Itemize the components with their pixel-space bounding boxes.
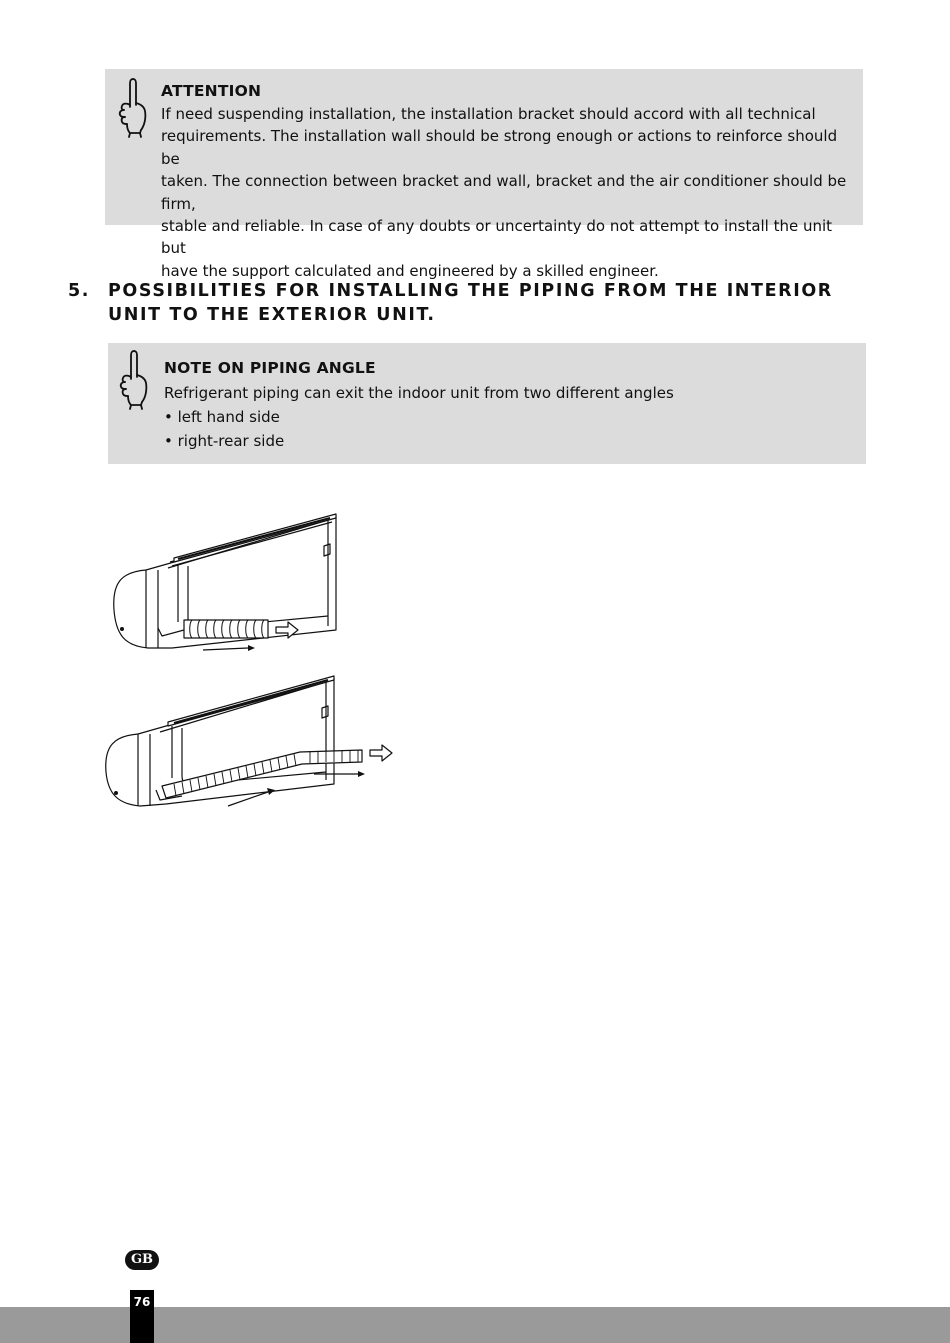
indoor-unit-right-rear-piping-illustration xyxy=(100,672,400,817)
attention-line: have the support calculated and engineered by a skilled engineer. xyxy=(161,261,659,280)
attention-line: stable and reliable. In case of any doubts or uncertainty do not attempt to install the unit but xyxy=(161,217,833,258)
indoor-unit-left-piping-illustration xyxy=(108,510,358,660)
attention-text xyxy=(161,103,856,282)
attention-line: requirements. The installation wall should be strong enough or actions to reinforce should be xyxy=(161,127,838,168)
attention-line: If need suspending installation, the installation bracket should accord with all technical xyxy=(161,105,816,123)
attention-title: ATTENTION xyxy=(161,82,262,100)
language-badge: GB xyxy=(125,1250,159,1270)
piping-option-item: • right-rear side xyxy=(164,432,285,450)
piping-note-box xyxy=(108,343,866,464)
pointing-hand-icon xyxy=(113,75,153,139)
piping-option-item: • left hand side xyxy=(164,408,280,426)
page-number: 76 xyxy=(130,1290,154,1343)
attention-line: taken. The connection between bracket and wall, bracket and the air conditioner should be firm, xyxy=(161,172,847,213)
piping-note-title: NOTE ON PIPING ANGLE xyxy=(164,359,376,377)
piping-note-text xyxy=(164,381,844,453)
section-number: 5. xyxy=(68,281,91,301)
section-title: POSSIBILITIES FOR INSTALLING THE PIPING FROM THE INTERIOR UNIT TO THE EXTERIOR UNIT. xyxy=(108,281,833,325)
pointing-hand-icon xyxy=(114,347,154,411)
piping-note-intro: Refrigerant piping can exit the indoor unit from two different angles xyxy=(164,384,674,402)
attention-box xyxy=(105,69,863,280)
